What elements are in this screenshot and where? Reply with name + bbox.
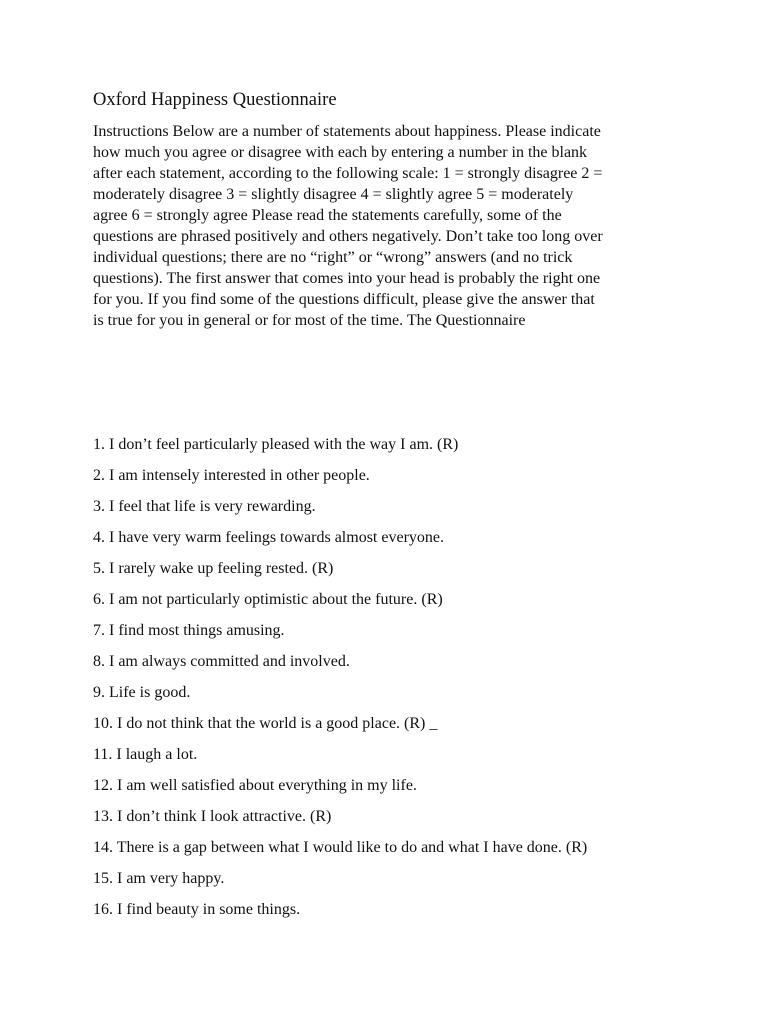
instructions-line: how much you agree or disagree with each by entering a number in the blank xyxy=(93,144,588,161)
questionnaire-item: 1. I don’t feel particularly pleased with the way I am. (R) xyxy=(93,436,459,453)
questionnaire-item: 13. I don’t think I look attractive. (R) xyxy=(93,808,332,825)
questionnaire-item: 3. I feel that life is very rewarding. xyxy=(93,498,316,515)
questionnaire-item: 15. I am very happy. xyxy=(93,870,225,887)
questionnaire-item: 9. Life is good. xyxy=(93,684,191,701)
instructions-line: for you. If you find some of the questions difficult, please give the answer that xyxy=(93,291,595,308)
questionnaire-item: 14. There is a gap between what I would like to do and what I have done. (R) xyxy=(93,839,588,856)
questionnaire-item: 7. I find most things amusing. xyxy=(93,622,285,639)
questionnaire-item: 12. I am well satisfied about everything in my life. xyxy=(93,777,417,794)
questionnaire-item: 6. I am not particularly optimistic about the future. (R) xyxy=(93,591,443,608)
questionnaire-item: 10. I do not think that the world is a good place. (R) _ xyxy=(93,715,438,732)
instructions-line: questions). The first answer that comes into your head is probably the right one xyxy=(93,270,601,287)
instructions-line: moderately disagree 3 = slightly disagree 4 = slightly agree 5 = moderately xyxy=(93,186,574,203)
questionnaire-items xyxy=(93,434,733,930)
questionnaire-item: 16. I find beauty in some things. xyxy=(93,901,301,918)
questionnaire-item: 5. I rarely wake up feeling rested. (R) xyxy=(93,560,334,577)
questionnaire-item: 4. I have very warm feelings towards almost everyone. xyxy=(93,529,444,546)
instructions-line: after each statement, according to the following scale: 1 = strongly disagree 2 = xyxy=(93,165,603,182)
instructions-line: agree 6 = strongly agree Please read the statements carefully, some of the xyxy=(93,207,562,224)
instructions-paragraph xyxy=(93,121,683,331)
instructions-line: is true for you in general or for most of the time. The Questionnaire xyxy=(93,312,526,329)
instructions-line: Instructions Below are a number of statements about happiness. Please indicate xyxy=(93,123,601,140)
document-title: Oxford Happiness Questionnaire xyxy=(93,90,337,110)
questionnaire-item: 11. I laugh a lot. xyxy=(93,746,198,763)
instructions-line: questions are phrased positively and others negatively. Don’t take too long over xyxy=(93,228,603,245)
questionnaire-item: 2. I am intensely interested in other people. xyxy=(93,467,370,484)
questionnaire-item: 8. I am always committed and involved. xyxy=(93,653,350,670)
instructions-line: individual questions; there are no “right” or “wrong” answers (and no trick xyxy=(93,249,573,266)
